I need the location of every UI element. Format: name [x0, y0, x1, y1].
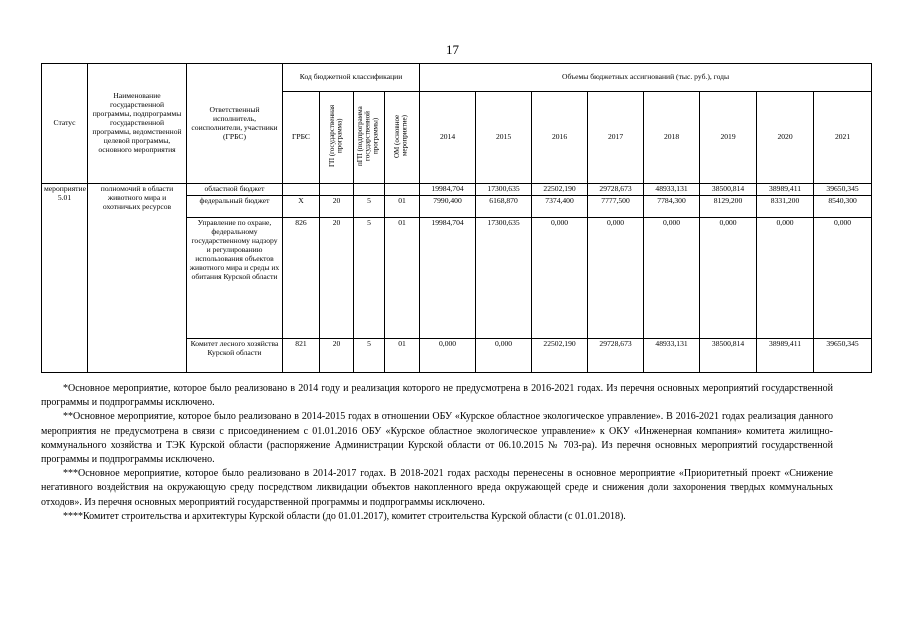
- header-year: 2021: [814, 92, 872, 184]
- grbs-cell: Х: [283, 196, 320, 218]
- value-cell: 7374,400: [532, 196, 588, 218]
- header-volumes: Объемы бюджетных ассигнований (тыс. руб.), годы: [420, 64, 872, 92]
- value-cell: 38500,814: [700, 338, 757, 372]
- header-pgp: пГП (подпрограмма государственной программы): [354, 92, 385, 184]
- header-year: 2016: [532, 92, 588, 184]
- header-year: 2019: [700, 92, 757, 184]
- name-cell: полномочий в области животного мира и охотничьих ресурсов: [88, 184, 187, 373]
- header-row-1: [42, 64, 872, 92]
- footnote: *Основное мероприятие, которое было реализовано в 2014 году и реализация которого не предусмотрена в 2016-2021 годах. Из перечня основных мероприятий государственной программы и подпрограммы исключено.: [41, 383, 833, 409]
- value-cell: 8129,200: [700, 196, 757, 218]
- value-cell: 38989,411: [757, 338, 814, 372]
- header-year: 2018: [644, 92, 700, 184]
- om-cell: 01: [385, 338, 420, 372]
- pgp-cell: 5: [354, 196, 385, 218]
- om-cell: 01: [385, 196, 420, 218]
- value-cell: 7777,500: [588, 196, 644, 218]
- value-cell: 29728,673: [588, 184, 644, 196]
- header-budget-code: Код бюджетной классификации: [283, 64, 420, 92]
- grbs-cell: [283, 184, 320, 196]
- budget-allocation-table: [41, 63, 872, 373]
- value-cell: 0,000: [532, 218, 588, 338]
- header-gp: ГП (государственная программа): [320, 92, 354, 184]
- value-cell: 22502,190: [532, 338, 588, 372]
- value-cell: 39650,345: [814, 338, 872, 372]
- value-cell: 8540,300: [814, 196, 872, 218]
- grbs-cell: 821: [283, 338, 320, 372]
- value-cell: 17300,635: [476, 184, 532, 196]
- footnote: ****Комитет строительства и архитектуры Курской области (до 01.01.2017), комитет строительства Курской области (с 01.01.2018).: [63, 510, 626, 522]
- value-cell: 0,000: [644, 218, 700, 338]
- value-cell: 0,000: [814, 218, 872, 338]
- value-cell: 19984,704: [420, 218, 476, 338]
- footnotes: [41, 382, 833, 524]
- om-cell: [385, 184, 420, 196]
- executor-cell: Управление по охране, федеральному государственному надзору и регулированию использования объектов животного мира и среды их обитания Курской области: [187, 218, 283, 338]
- gp-cell: 20: [320, 338, 354, 372]
- page-number: 17: [446, 42, 459, 57]
- header-om: ОМ (основное мероприятие): [385, 92, 420, 184]
- value-cell: 0,000: [700, 218, 757, 338]
- value-cell: 29728,673: [588, 338, 644, 372]
- footnote: **Основное мероприятие, которое было реализовано в 2014-2015 годах в отношении ОБУ «Курское областное экологическое управление». В 2016-2021 годах реализация данного мероприятия не предусмотрена в связи с присоединением с 01.01.2016 ОБУ «Курское областное экологическое управление» к ОКУ «Инженерная компания» комитета жилищно-коммунального хозяйства и ТЭК Курской области (распоряжение Администрации Курской области от 06.10.2015 № 703-ра). Из перечня основных мероприятий государственной программы и подпрограммы исключено.: [41, 411, 833, 465]
- executor-cell: областной бюджет: [187, 184, 283, 196]
- table-row: [42, 184, 872, 196]
- value-cell: 48933,131: [644, 338, 700, 372]
- header-executor: Ответственный исполнитель, соисполнители, участники (ГРБС): [187, 64, 283, 184]
- header-grbs: ГРБС: [283, 92, 320, 184]
- gp-cell: [320, 184, 354, 196]
- value-cell: 7990,400: [420, 196, 476, 218]
- value-cell: 38500,814: [700, 184, 757, 196]
- footnote: ***Основное мероприятие, которое было реализовано в 2014-2017 годах. В 2018-2021 годах расходы перенесены в основное мероприятие «Приоритетный проект «Снижение негативного воздействия на окружающую среду посредством ликвидации объектов накопленного вреда окружающей среде и снижения доли захоронения твердых коммунальных отходов». Из перечня основных мероприятий государственной программы и подпрограммы исключено.: [41, 468, 833, 508]
- value-cell: 7784,300: [644, 196, 700, 218]
- value-cell: 0,000: [757, 218, 814, 338]
- value-cell: 8331,200: [757, 196, 814, 218]
- value-cell: 39650,345: [814, 184, 872, 196]
- value-cell: 19984,704: [420, 184, 476, 196]
- gp-cell: 20: [320, 218, 354, 338]
- gp-cell: 20: [320, 196, 354, 218]
- executor-cell: Комитет лесного хозяйства Курской области: [187, 338, 283, 372]
- grbs-cell: 826: [283, 218, 320, 338]
- header-status: Статус: [42, 64, 88, 184]
- om-cell: 01: [385, 218, 420, 338]
- pgp-cell: 5: [354, 338, 385, 372]
- header-name: Наименование государственной программы, подпрограммы государственной программы, ведомственной целевой программы, основного мероприятия: [88, 64, 187, 184]
- header-year: 2014: [420, 92, 476, 184]
- header-year: 2017: [588, 92, 644, 184]
- status-cell: мероприятие 5.01: [42, 184, 88, 373]
- value-cell: 17300,635: [476, 218, 532, 338]
- value-cell: 22502,190: [532, 184, 588, 196]
- pgp-cell: 5: [354, 218, 385, 338]
- value-cell: 0,000: [588, 218, 644, 338]
- value-cell: 6168,870: [476, 196, 532, 218]
- header-year: 2015: [476, 92, 532, 184]
- value-cell: 48933,131: [644, 184, 700, 196]
- pgp-cell: [354, 184, 385, 196]
- value-cell: 38989,411: [757, 184, 814, 196]
- executor-cell: федеральный бюджет: [187, 196, 283, 218]
- value-cell: 0,000: [420, 338, 476, 372]
- value-cell: 0,000: [476, 338, 532, 372]
- header-year: 2020: [757, 92, 814, 184]
